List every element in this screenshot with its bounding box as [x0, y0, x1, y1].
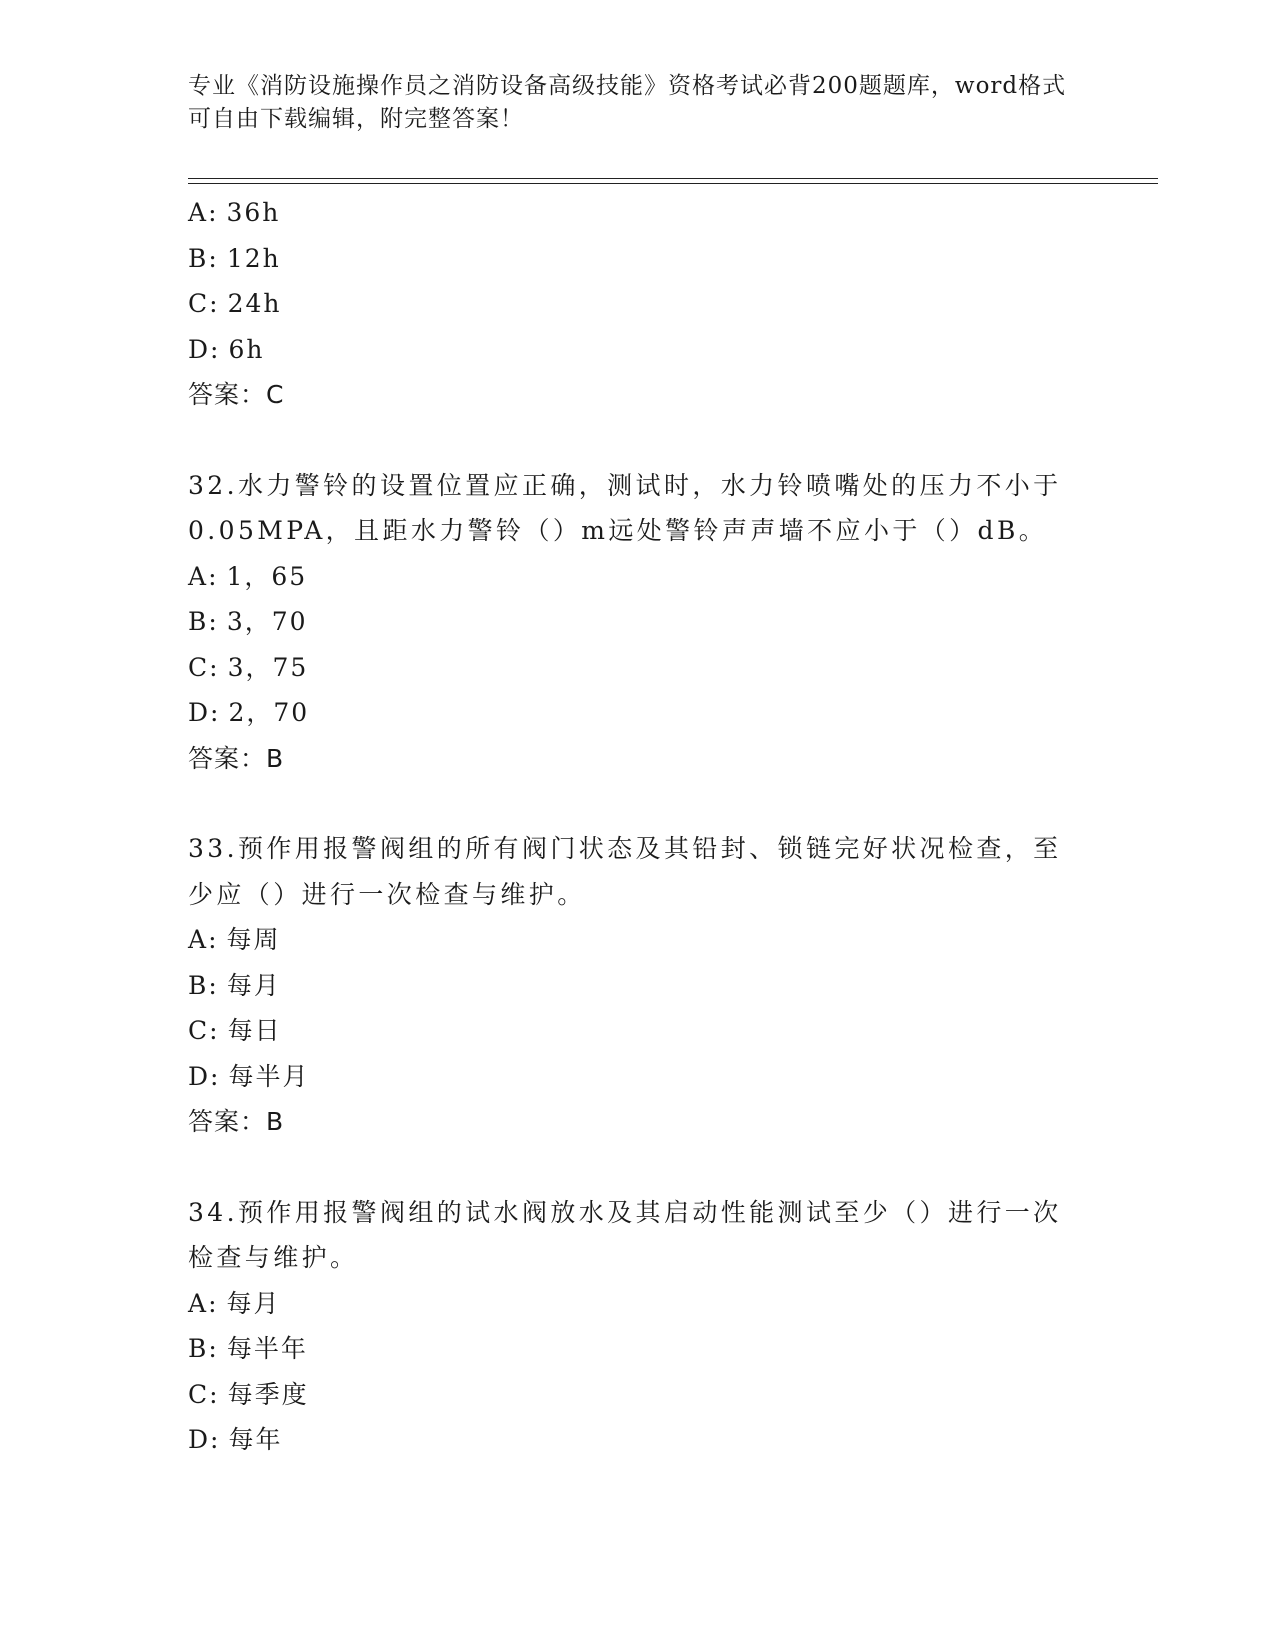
option-a: [188, 554, 1088, 600]
question-block: [188, 463, 1088, 782]
option-value: 每季度: [227, 1379, 309, 1409]
option-separator: :: [208, 198, 219, 227]
option-value: 12h: [226, 243, 281, 273]
option-c: [188, 281, 1088, 327]
option-value: 3，75: [227, 652, 309, 682]
question-text: 32.水力警铃的设置位置应正确，测试时，水力铃喷嘴处的压力不小于0.05MPA，且距水力警铃（）m远处警铃声声墙不应小于（）dB。: [188, 470, 1062, 545]
option-separator: :: [209, 289, 220, 318]
question-text: 34.预作用报警阀组的试水阀放水及其启动性能测试至少（）进行一次检查与维护。: [188, 1197, 1062, 1272]
option-d: [188, 327, 1088, 373]
option-value: 1，65: [226, 561, 308, 591]
option-separator: :: [208, 243, 219, 273]
header-rule-top: [188, 178, 1158, 179]
option-d: [188, 1054, 1088, 1100]
option-separator: :: [209, 1379, 220, 1409]
option-key: B: [188, 1334, 209, 1363]
header-rule-bottom: [188, 183, 1158, 184]
option-a: [188, 917, 1088, 963]
answer-line: 答案：B: [188, 1107, 285, 1136]
option-separator: :: [210, 1425, 221, 1454]
option-a: [188, 1281, 1088, 1327]
option-separator: :: [209, 652, 220, 682]
option-a: [188, 190, 1088, 236]
option-key: D: [188, 1425, 211, 1454]
option-key: C: [188, 652, 210, 682]
option-key: B: [188, 607, 209, 636]
option-value: 6h: [228, 334, 265, 364]
option-separator: :: [210, 334, 221, 364]
option-value: 每月: [226, 1288, 281, 1318]
option-c: [188, 1008, 1088, 1054]
option-value: 36h: [226, 198, 281, 227]
answer-line: 答案：C: [188, 380, 285, 409]
answer-line: 答案：B: [188, 743, 285, 773]
option-b: [188, 963, 1088, 1009]
option-key: C: [188, 1016, 210, 1045]
option-key: A: [188, 198, 209, 227]
option-key: A: [188, 561, 209, 591]
option-separator: :: [208, 925, 219, 954]
document-header: 专业《消防设施操作员之消防设备高级技能》资格考试必背200题题库，word格式可自由下载编辑，附完整答案！: [188, 73, 1067, 132]
option-separator: :: [209, 1016, 220, 1045]
option-value: 每年: [228, 1425, 283, 1454]
question-block: [188, 826, 1088, 1145]
option-key: D: [188, 334, 211, 364]
option-separator: :: [208, 607, 219, 636]
block-spacer: [188, 418, 1088, 463]
option-separator: :: [208, 561, 219, 591]
option-key: B: [188, 243, 209, 273]
option-key: D: [188, 698, 211, 727]
option-value: 3，70: [226, 607, 308, 636]
question-block: [188, 1190, 1088, 1463]
option-value: 每日: [227, 1016, 282, 1045]
option-b: [188, 599, 1088, 645]
option-value: 每半月: [228, 1061, 310, 1091]
option-value: 每半年: [226, 1334, 308, 1363]
option-key: A: [188, 925, 209, 954]
option-key: A: [188, 1288, 209, 1318]
option-separator: :: [208, 970, 219, 1000]
option-separator: :: [208, 1334, 219, 1363]
option-d: [188, 1417, 1088, 1463]
option-key: B: [188, 970, 209, 1000]
option-b: [188, 236, 1088, 282]
option-c: [188, 645, 1088, 691]
option-c: [188, 1372, 1088, 1418]
option-value: 2，70: [228, 698, 310, 727]
option-separator: :: [210, 698, 221, 727]
question-block: [188, 190, 1088, 418]
option-key: C: [188, 1379, 210, 1409]
option-key: C: [188, 289, 210, 318]
option-separator: :: [208, 1288, 219, 1318]
option-separator: :: [210, 1061, 221, 1091]
option-d: [188, 690, 1088, 736]
option-value: 每周: [226, 925, 281, 954]
question-list: [188, 190, 1088, 1463]
option-key: D: [188, 1061, 211, 1091]
question-text: 33.预作用报警阀组的所有阀门状态及其铅封、锁链完好状况检查，至少应（）进行一次检查与维护。: [188, 834, 1062, 909]
option-value: 每月: [226, 970, 281, 1000]
block-spacer: [188, 1145, 1088, 1190]
option-b: [188, 1326, 1088, 1372]
block-spacer: [188, 781, 1088, 826]
option-value: 24h: [227, 289, 282, 318]
